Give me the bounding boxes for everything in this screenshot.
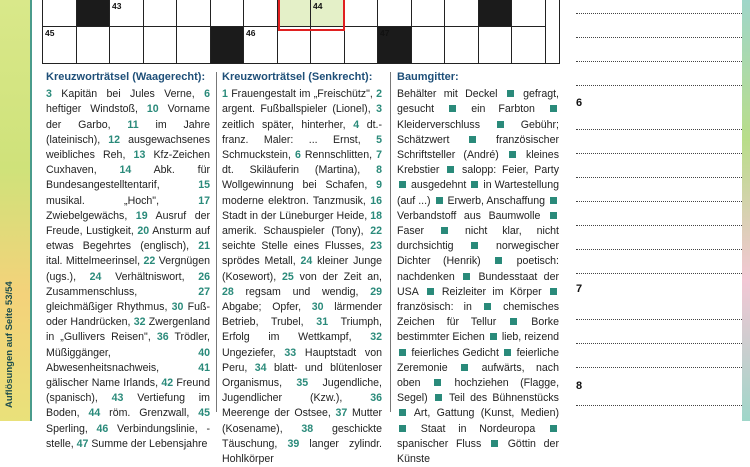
clue-text: im Jahre (lateinisch), (46, 118, 210, 146)
separator-square-icon (509, 151, 516, 158)
highlighted-solution-box (278, 0, 345, 31)
clue-number: 47 (76, 437, 89, 450)
clue-number: 12 (108, 133, 121, 146)
baumgitter-clue: salopp: Feier, Party (462, 164, 559, 177)
answer-line[interactable] (576, 318, 742, 320)
answer-line-number: 7 (576, 283, 583, 295)
separator-square-icon (484, 303, 491, 310)
baumgitter-clue: Gebühr; Schätzwert (397, 118, 559, 146)
clue-text: Vertiefung im Boden, (46, 392, 210, 420)
grid-cell (378, 0, 412, 27)
clue-number: 18 (370, 209, 382, 222)
clue-text: Zwiebelgewächs, (46, 209, 136, 222)
clue-number: 46 (96, 422, 109, 435)
separator-square-icon (550, 288, 557, 295)
clue-text: kleiner Junge (Kosewort), (222, 255, 382, 283)
baumgitter-clue: französischer Schriftsteller (André) (397, 133, 559, 162)
clue-number: 24 (300, 255, 313, 268)
clue-text: Summe der Lebensjahre (88, 437, 208, 450)
column-divider (390, 72, 391, 412)
baumgitter-clue: aufwärts, nach oben (397, 361, 559, 390)
clue-text: regsam und wendig, (233, 285, 371, 298)
clue-text: Wollgewinnung bei Schafen, (222, 179, 377, 192)
baumgitter-clue: Bundesstaat der USA (397, 270, 559, 298)
clue-text: ital. Mittelmeerinsel, (46, 255, 144, 268)
clues-down-column (222, 70, 382, 467)
clue-text: musikal. „Hoch", (46, 194, 199, 207)
baumgitter-clue: nicht klar, nicht durchsichtig (397, 225, 559, 253)
answer-line[interactable] (576, 176, 742, 178)
clue-number: 43 (111, 392, 124, 405)
clue-number: 3 (376, 103, 382, 116)
grid-cell-number: 43 (112, 1, 122, 11)
clue-number: 15 (198, 179, 210, 192)
separator-square-icon (490, 333, 497, 340)
clue-number: 5 (376, 133, 382, 146)
grid-cell-number: 44 (313, 1, 323, 11)
clue-number: 40 (198, 346, 210, 359)
column-divider (216, 72, 217, 412)
baumgitter-clue: Borke bestimmter Eichen (397, 316, 559, 344)
clues-down-title: Kreuzworträtsel (Senkrecht): (222, 71, 373, 83)
clue-text: argent. Fußballspieler (Lionel), (222, 103, 377, 116)
clue-number: 22 (370, 225, 382, 238)
baumgitter-title: Baumgitter: (397, 71, 459, 83)
baumgitter-text (397, 87, 559, 467)
baumgitter-clue: Reizleiter im Körper (441, 285, 548, 298)
clue-number: 17 (198, 194, 210, 207)
clue-text: Verbindungslinie, -stelle, (46, 422, 210, 450)
clue-number: 19 (135, 209, 148, 222)
answer-line[interactable] (576, 36, 742, 38)
separator-square-icon (449, 105, 456, 112)
separator-square-icon (471, 181, 478, 188)
separator-square-icon (469, 136, 476, 143)
grid-cell (311, 27, 345, 64)
clue-text: seichte Stelle eines Flusses, (222, 240, 371, 253)
grid-cell (177, 0, 211, 27)
baumgitter-clue: ausgedehnt (411, 179, 470, 192)
separator-square-icon (550, 105, 557, 112)
grid-cell (77, 27, 111, 64)
separator-square-icon (399, 349, 406, 356)
clue-number: 32 (370, 331, 382, 344)
answer-line[interactable] (576, 128, 742, 130)
separator-square-icon (510, 318, 517, 325)
separator-square-icon (434, 379, 441, 386)
answer-line-number: 8 (576, 380, 583, 392)
clue-text: ausgewachsenes weibliches Reh, (46, 133, 210, 162)
separator-square-icon (427, 288, 434, 295)
clue-text: Meerenge der Ostsee, (222, 407, 336, 420)
clue-text: gleichmäßiger Rhythmus, (46, 301, 172, 314)
baumgitter-clue: Kleiderverschluss (397, 118, 495, 131)
grid-cell (479, 27, 513, 64)
baumgitter-clue: spanischer Fluss (397, 437, 489, 450)
separator-square-icon (447, 166, 454, 173)
answer-line[interactable] (576, 84, 742, 86)
clue-text: Abwesenheitsnachweis, (46, 361, 199, 374)
clue-number: 6 (294, 149, 301, 162)
clue-text: Zwergenland in „Gullivers Reisen", (46, 316, 210, 344)
separator-square-icon (495, 257, 502, 264)
baumgitter-clue: Verbandstoff aus Baumwolle (397, 209, 548, 222)
clue-text: sprödes Metall, (222, 255, 301, 268)
clue-number: 35 (296, 377, 309, 390)
grid-cell (278, 27, 312, 64)
baumgitter-clue: Erwerb, Anschaffung (447, 194, 548, 207)
grid-cell (244, 0, 278, 27)
clue-text: dt. Skiläuferin (Martina), (222, 164, 377, 177)
baumgitter-clue: Faser (397, 225, 440, 238)
grid-cell (412, 0, 446, 27)
clue-text: röm. Grenzwall, (100, 407, 199, 420)
clue-text: Ansturm auf etwas Begehrtes (englisch), (46, 225, 210, 253)
clue-number: 10 (146, 103, 159, 116)
clue-number: 37 (335, 407, 348, 420)
grid-cell (211, 27, 245, 64)
baumgitter-clue: poetisch: nachdenken (397, 255, 559, 283)
clue-text: Rennschlitten, (300, 149, 377, 162)
clue-text: lärmender Betrieb, Trubel, (222, 301, 382, 329)
clues-across-text (46, 87, 210, 452)
grid-cell (445, 0, 479, 27)
grid-cell (77, 0, 111, 27)
baumgitter-clue: Behälter mit Deckel (397, 88, 505, 101)
separator-square-icon (436, 197, 443, 204)
baumgitter-clue: gefragt, gesucht (397, 88, 559, 116)
clue-text: Sperling, (46, 422, 97, 435)
clue-number: 26 (198, 270, 210, 283)
clue-number: 33 (284, 346, 297, 359)
baumgitter-clue: kleines Krebstier (397, 149, 559, 177)
answer-line[interactable] (576, 152, 742, 154)
answer-line[interactable] (576, 366, 742, 368)
grid-cell (43, 0, 77, 27)
clue-text: Zusammenschluss, (46, 285, 199, 298)
separator-square-icon (399, 181, 406, 188)
answer-line[interactable] (576, 60, 742, 62)
baumgitter-clue: chemisches Zeichen für Tellur (397, 301, 560, 329)
clue-text: geschickte Täuschung, (222, 422, 383, 450)
baumgitter-clue: Art, Gattung (Kunst, Medien) (413, 407, 559, 420)
clue-text: Triumph, Erfolg im Wettkampf, (222, 316, 382, 344)
crossword-grid (42, 0, 560, 64)
clue-number: 44 (88, 407, 101, 420)
clue-text: blatt- und blütenloser Organismus, (222, 361, 382, 390)
baumgitter-clue: ein Farbton (471, 103, 548, 116)
grid-cell-number: 47 (380, 28, 390, 38)
clue-text: gälischer Name Irlands, (46, 377, 162, 390)
baumgitter-clue: in Wartestellung (auf ...) (397, 179, 559, 207)
baumgitter-clue: Staat in Nordeuropa (420, 422, 548, 435)
separator-square-icon (441, 227, 448, 234)
clues-down-text (222, 87, 382, 467)
clues-across-title: Kreuzworträtsel (Waagerecht): (46, 71, 206, 83)
clue-text: amerik. Schauspieler (Tony), (222, 225, 371, 238)
clue-number: 11 (127, 118, 139, 131)
clue-number: 28 (222, 285, 234, 298)
clue-number: 30 (311, 301, 324, 314)
clue-number: 41 (198, 361, 210, 374)
clue-number: 4 (353, 118, 360, 131)
grid-cell (177, 27, 211, 64)
separator-square-icon (399, 409, 406, 416)
clue-text: Vorname der Garbo, (46, 103, 210, 131)
answer-line[interactable] (576, 12, 742, 14)
clue-number: 36 (370, 392, 382, 405)
separator-square-icon (435, 394, 442, 401)
clue-number: 8 (376, 164, 382, 177)
separator-square-icon (463, 273, 470, 280)
grid-cell-number: 45 (45, 28, 55, 38)
separator-square-icon (507, 90, 514, 97)
clue-number: 27 (198, 285, 210, 298)
answer-line[interactable] (576, 224, 742, 226)
clue-number: 22 (143, 255, 156, 268)
answer-line[interactable] (576, 404, 742, 406)
clues-across-column (46, 70, 210, 452)
clue-text: Freund (spanisch), (46, 377, 210, 405)
grid-cell (144, 0, 178, 27)
clue-text: Fuß- oder Handrücken, (46, 301, 210, 329)
clue-text: Trödler, Müßiggänger, (46, 331, 210, 359)
clue-number: 29 (370, 285, 382, 298)
clue-text: moderne elektron. Tanzmusik, (222, 194, 371, 207)
clue-text: Ungeziefer, (222, 346, 285, 359)
clue-number: 24 (89, 270, 102, 283)
clue-number: 39 (287, 437, 300, 450)
clue-text: heftiger Windstoß, (46, 103, 147, 116)
solutions-reference-label: Auflösungen auf Seite 53/54 (4, 281, 15, 408)
separator-square-icon (504, 349, 511, 356)
clue-number: 6 (204, 88, 210, 101)
clue-text: dt.-franz. Maler: ... Ernst, (222, 118, 383, 146)
clue-number: 32 (133, 316, 146, 329)
clue-text: Stadt in der Lüneburger Heide, (222, 209, 371, 222)
clue-number: 3 (46, 88, 52, 101)
separator-square-icon (399, 425, 406, 432)
baumgitter-clue: hochziehen (Flagge, Segel) (397, 377, 560, 405)
clue-number: 45 (198, 407, 210, 420)
clue-number: 16 (370, 194, 382, 207)
answer-line[interactable] (576, 248, 742, 250)
separator-square-icon (497, 121, 504, 128)
clue-number: 9 (376, 179, 382, 192)
clue-text: Frauengestalt im „Freischütz", (227, 88, 377, 101)
baumgitter-clue: feierliche Zeremonie (397, 346, 559, 374)
grid-cell (512, 27, 546, 64)
grid-cell (479, 0, 513, 27)
separator-square-icon (461, 364, 468, 371)
side-stripe (0, 0, 32, 421)
clue-number: 23 (370, 240, 382, 253)
clue-text: Vergnügen (ugs.), (46, 255, 210, 283)
clue-text: von der Zeit an, (293, 270, 382, 283)
clue-number: 13 (133, 149, 146, 162)
separator-square-icon (471, 242, 478, 249)
clue-number: 21 (198, 240, 210, 253)
clue-text: Abgabe; Opfer, (222, 301, 312, 314)
grid-cell (412, 27, 446, 64)
grid-cell (144, 27, 178, 64)
answer-line[interactable] (576, 272, 742, 274)
clue-text: Ausruf der Freude, Lustigkeit, (46, 209, 211, 238)
grid-cell (211, 0, 245, 27)
clue-text: zeitlich später, hinterher, (222, 118, 354, 131)
clue-number: 20 (137, 225, 150, 238)
clue-text: Kfz-Zeichen Cuxhaven, (46, 149, 211, 177)
clue-number: 34 (254, 361, 267, 374)
baumgitter-clue: feierliches Gedicht (411, 346, 503, 359)
baumgitter-clue: französisch: in (397, 301, 482, 314)
baumgitter-column (397, 70, 559, 467)
baumgitter-clue: lieb, reizend (501, 331, 559, 344)
grid-cell (345, 27, 379, 64)
clue-number: 42 (161, 377, 174, 390)
clue-text: Kapitän bei Jules Verne, (51, 88, 205, 101)
clue-text: Mutter (Kosename), (222, 407, 382, 435)
clue-text: Verhältniswort, (101, 270, 199, 283)
clue-number: 36 (156, 331, 169, 344)
clue-number: 38 (301, 422, 314, 435)
baumgitter-clue: norwegischer Dichter (Henrik) (397, 240, 559, 268)
baumgitter-clue: Göttin der Künste (397, 437, 559, 466)
answer-line[interactable] (576, 200, 742, 202)
separator-square-icon (550, 212, 557, 219)
grid-cell (345, 0, 379, 27)
answer-line-number: 6 (576, 97, 583, 109)
clue-number: 31 (316, 316, 329, 329)
clue-number: 30 (171, 301, 184, 314)
clue-number: 1 (222, 88, 228, 101)
answer-line[interactable] (576, 342, 742, 344)
grid-cell (110, 27, 144, 64)
separator-square-icon (550, 425, 557, 432)
clue-text: Jugendliche, Jugendlicher (Kzw.), (222, 377, 382, 405)
baumgitter-clue: Teil des Bühnenstücks (448, 392, 559, 405)
clue-text: Abk. für Bundesangestelltentarif, (46, 164, 210, 192)
clue-number: 25 (282, 270, 294, 283)
clue-text: Schmuckstein, (222, 149, 295, 162)
decorative-edge (742, 0, 750, 421)
grid-cell (445, 27, 479, 64)
clue-text: langer zylindr. Hohlkörper (222, 437, 382, 466)
clue-number: 7 (376, 149, 382, 162)
clue-number: 14 (119, 164, 132, 177)
separator-square-icon (550, 197, 557, 204)
separator-square-icon (491, 440, 498, 447)
clue-number: 2 (376, 88, 382, 101)
grid-cell-number: 46 (246, 28, 256, 38)
grid-cell (512, 0, 546, 27)
clue-text: Hauptstadt von Peru, (222, 346, 382, 374)
